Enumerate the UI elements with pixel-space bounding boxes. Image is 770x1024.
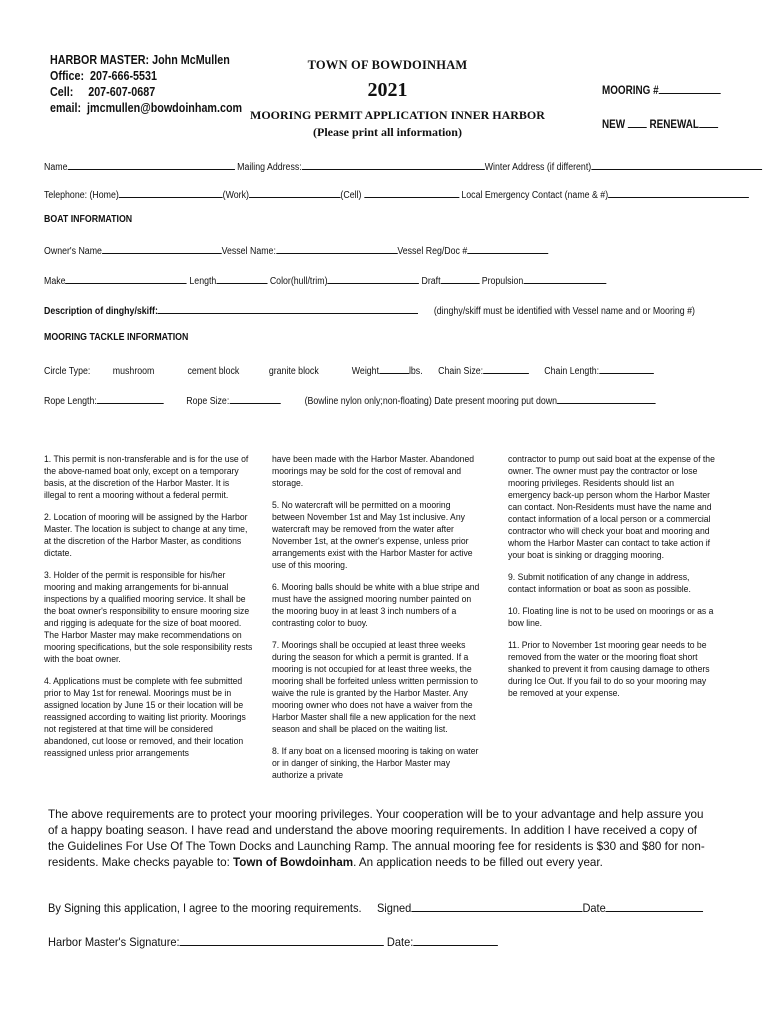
chain-size-line[interactable] [483, 362, 529, 374]
date-line[interactable] [606, 898, 704, 912]
owner-name-label: Owner's Name [44, 246, 102, 257]
home-phone-label: Telephone: (Home) [44, 190, 119, 201]
home-phone-line[interactable] [119, 186, 223, 198]
vessel-reg-label: Vessel Reg/Doc # [397, 246, 468, 257]
rule-5: 5. No watercraft will be permitted on a mooring between November 1st and May 1st inclusive. Any watercraft may be removed from the water after November 1st, at the owner's expense, unless prior arrangements exist with the Harbor Master for active use of this mooring. [272, 500, 473, 571]
name-label: Name [44, 162, 68, 173]
town-name: TOWN OF BOWDOINHAM [307, 58, 468, 72]
chain-size-label: Chain Size: [438, 366, 484, 377]
rule-11: 11. Prior to November 1st mooring gear needs to be removed from the water or the mooring float short shanked to prevent it from causing damage to others during Ice Out. If you fail to do so your mooring may be removed at your expense. [508, 640, 710, 699]
length-label: Length [189, 276, 217, 287]
length-line[interactable] [216, 272, 267, 284]
chain-length-label: Chain Length: [544, 366, 600, 377]
renewal-line[interactable] [699, 116, 718, 128]
rule-10: 10. Floating line is not to be used on moorings or as a bow line. [508, 606, 714, 629]
harbor-master-name: HARBOR MASTER: John McMullen [50, 53, 230, 67]
contact-row-1 [44, 158, 762, 173]
harbor-master-contact [50, 52, 242, 116]
weight-label: Weight [351, 366, 380, 377]
dinghy-line[interactable] [158, 302, 418, 314]
propulsion-label: Propulsion [481, 276, 524, 287]
rope-note: (Bowline nylon only;non-floating) Date present mooring put down [304, 396, 557, 407]
rope-length-label: Rope Length: [44, 396, 97, 407]
closing-text-end: . An application needs to be filled out every year. [353, 855, 603, 869]
applicant-signature-row [48, 898, 703, 915]
tackle-row-2 [44, 392, 656, 407]
mooring-number-label: MOORING # [602, 85, 659, 97]
harbor-master-signature-line[interactable] [180, 932, 384, 946]
rule-7: 7. Moorings shall be occupied at least three weeks during the season for which a permit is granted. If a mooring is not occupied for at least three weeks, the mooring shall be forfeited unless written permission to waive the rule is granted by the Harbor Master. Any mooring owner who does not have a waiver from the Harbor Master shall file a new application for the next season and shall be placed on the waiting list. [272, 640, 478, 735]
rules-column-3 [508, 454, 715, 710]
option-granite-block[interactable]: granite block [268, 366, 319, 377]
mailing-address-line[interactable] [302, 158, 485, 170]
option-mushroom[interactable]: mushroom [112, 366, 155, 377]
closing-text: The above requirements are to protect your mooring privileges. Your cooperation will be to your advantage and help assure you of a happy boating season. I have read and understand the above mooring requirements. In addition I have received a copy of the Guidelines For Use Of The Town Docks and Launching Ramp. The annual mooring fee for residents is $30 and $80 for non-residents. Make checks payable to: [48, 807, 705, 869]
rules-column-2 [272, 454, 480, 792]
tackle-row-1 [44, 362, 654, 377]
cell-phone: Cell: 207-607-0687 [50, 85, 156, 99]
contact-row-2 [44, 186, 749, 201]
emergency-contact-line[interactable] [608, 186, 749, 198]
mooring-date-line[interactable] [557, 392, 656, 404]
rule-2: 2. Location of mooring will be assigned by the Harbor Master. The location is subject to change at any time, at the discretion of the Harbor Master, as conditions dictate. [44, 512, 248, 559]
vessel-name-label: Vessel Name: [221, 246, 276, 257]
payee-name: Town of Bowdoinham [233, 855, 354, 869]
owner-name-line[interactable] [102, 242, 222, 254]
rules-column-1 [44, 454, 253, 770]
dinghy-row [44, 302, 695, 317]
draft-line[interactable] [441, 272, 480, 284]
mooring-number-field[interactable] [602, 82, 721, 97]
winter-address-line[interactable] [591, 158, 762, 170]
office-phone: Office: 207-666-5531 [50, 69, 157, 83]
boat-info-heading: BOAT INFORMATION [44, 214, 133, 225]
vessel-reg-line[interactable] [467, 242, 548, 254]
email: email: jmcmullen@bowdoinham.com [50, 101, 243, 115]
rule-1: 1. This permit is non-transferable and is for the use of the above-named boat only, except on a temporary basis, at the discretion of the Harbor Master. It is illegal to rent a mooring without a federal permit. [44, 454, 249, 501]
rope-size-label: Rope Size: [186, 396, 230, 407]
color-line[interactable] [328, 272, 420, 284]
form-subtitle: (Please print all information) [313, 125, 462, 139]
chain-length-line[interactable] [599, 362, 654, 374]
propulsion-line[interactable] [523, 272, 606, 284]
closing-statement [48, 806, 708, 870]
boat-row-1 [44, 242, 548, 257]
winter-address-label: Winter Address (if different) [484, 162, 592, 173]
harbor-master-date-label: Date: [386, 935, 414, 949]
agreement-text: By Signing this application, I agree to the mooring requirements. [48, 901, 362, 915]
make-label: Make [44, 276, 66, 287]
dinghy-label: Description of dinghy/skiff: [44, 306, 158, 317]
form-year: 2021 [367, 79, 408, 101]
vessel-name-line[interactable] [276, 242, 397, 254]
emergency-contact-label: Local Emergency Contact (name & #) [461, 190, 609, 201]
renewal-label: RENEWAL [649, 119, 699, 131]
mooring-number-line[interactable] [659, 82, 721, 94]
harbor-master-date-line[interactable] [413, 932, 498, 946]
boat-row-2 [44, 272, 606, 287]
work-phone-line[interactable] [249, 186, 341, 198]
form-title-block [250, 58, 545, 140]
name-line[interactable] [67, 158, 234, 170]
new-line[interactable] [628, 116, 647, 128]
rule-4: 4. Applications must be complete with fee submitted prior to May 1st for renewal. Moorings must be in assigned location by June 15 or their location will be reassigned according to waiting list priority. Moorings not registered at that time will be considered abandoned, cut loose or removed, and their location reassigned unless prior arrangements [44, 676, 246, 759]
rope-size-line[interactable] [229, 392, 280, 404]
color-label: Color(hull/trim) [269, 276, 328, 287]
form-title: MOORING PERMIT APPLICATION INNER HARBOR [250, 108, 545, 122]
circle-type-label: Circle Type: [44, 366, 91, 377]
rule-8: 8. If any boat on a licensed mooring is taking on water or in danger of sinking, the Harbor Master may authorize a private [272, 746, 479, 781]
rule-6: 6. Mooring balls should be white with a blue stripe and must have the assigned mooring number painted on the mooring buoy in at least 3 inch numbers of a contrasting color to buoy. [272, 582, 480, 629]
rule-4-cont: have been made with the Harbor Master. Abandoned moorings may be sold for the cost of removal and storage. [272, 454, 475, 489]
new-label: NEW [602, 119, 626, 131]
weight-line[interactable] [379, 362, 409, 374]
cell-phone-line[interactable] [364, 186, 459, 198]
make-line[interactable] [66, 272, 187, 284]
rule-9: 9. Submit notification of any change in address, contact information or boat as soon as possible. [508, 572, 691, 595]
rope-length-line[interactable] [97, 392, 164, 404]
mailing-address-label: Mailing Address: [237, 162, 302, 173]
mooring-tackle-heading: MOORING TACKLE INFORMATION [44, 332, 189, 343]
harbor-master-signature-row [48, 932, 498, 949]
signed-label: Signed [376, 901, 412, 915]
date-label: Date [582, 901, 606, 915]
dinghy-note: (dinghy/skiff must be identified with Vessel name and or Mooring #) [433, 306, 695, 317]
harbor-master-signature-label: Harbor Master's Signature: [48, 935, 180, 949]
work-phone-label: (Work) [222, 190, 249, 201]
option-cement-block[interactable]: cement block [187, 366, 240, 377]
draft-label: Draft [421, 276, 441, 287]
signature-line[interactable] [411, 898, 582, 912]
lbs-label: lbs. [408, 366, 423, 377]
rule-8-cont: contractor to pump out said boat at the expense of the owner. The owner must pay the contractor or lose mooring privileges. Residents should list an emergency back-up person whom the Harbor Master can contact. Non-Residents must have the name and contact information of a local person or a commercial contractor who will check your boat and mooring and whom the Harbor Master can contact to take action if your boat is sinking or dragging mooring. [508, 454, 715, 561]
cell-phone-label: (Cell) [340, 190, 362, 201]
new-renewal-field [602, 116, 718, 131]
rule-3: 3. Holder of the permit is responsible for his/her mooring and making arrangements for bi-annual inspections by a qualified mooring service. It shall be the boat owner's responsibility to ensure mooring size and rigging is adequate for the size of boat moored. The Harbor Master may make recommendations on mooring specifications, but the sole responsibility rests with the boat owner. [44, 570, 253, 665]
